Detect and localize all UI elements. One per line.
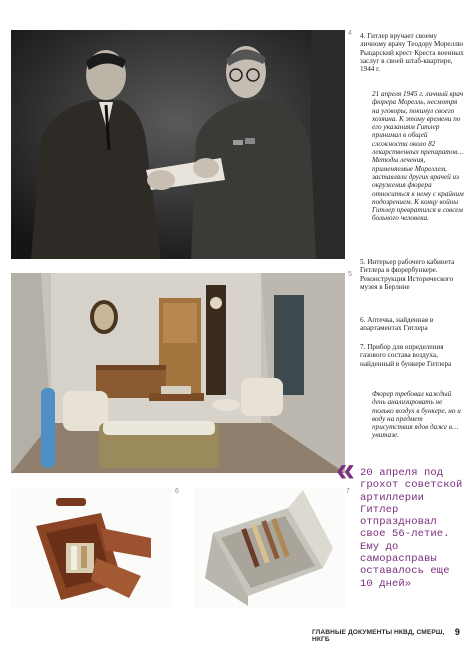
- caption-5-number: 5.: [360, 258, 366, 266]
- caption-7-note: [372, 390, 464, 440]
- caption-4-number: 4.: [360, 32, 366, 40]
- photo-number-6: 6: [175, 488, 179, 495]
- photo-first-aid-kit: [11, 488, 172, 609]
- caption-5: [360, 258, 464, 291]
- caption-4-note-text: 21 апреля 1945 г. личный врач фюрера Морелль, несмотря на уговоры, покинул своего хозяина. К этому времени по его указаниям Гитлер принимал в общей сложности около 82 лекарственных препаратов… Методы лечения, применяемые Мореллем, заставляли других врачей из окружения фюрера относиться к нему с крайним подозрением. К концу войны Гитлер превратился в совсем больного человека.: [372, 90, 464, 223]
- caption-4: [360, 32, 464, 73]
- caption-4-note: [372, 90, 464, 223]
- photo-gas-analyzer: [193, 488, 345, 609]
- page-footer: [240, 627, 464, 643]
- caption-6: [360, 316, 464, 333]
- footer-title: ГЛАВНЫЕ ДОКУМЕНТЫ НКВД, СМЕРШ, НКГБ: [312, 629, 445, 643]
- caption-7-number: 7.: [360, 343, 366, 351]
- caption-4-text: Гитлер вручает своему личному врачу Теодору Мореллю Рыцарский крест Креста военных заслуг в своей штаб-квартире, 1944 г.: [360, 32, 464, 74]
- caption-6-number: 6.: [360, 316, 366, 324]
- quote-mark: «: [336, 451, 355, 489]
- photo-number-5: 5: [348, 271, 352, 278]
- photo-office-interior: [11, 273, 345, 473]
- photo-number-7: 7: [346, 488, 350, 495]
- photo-number-4: 4: [348, 30, 352, 37]
- photo-handshake: [11, 30, 345, 259]
- caption-7-text: Прибор для определения газового состава воздуха, найденный в бункере Гитлера: [360, 343, 452, 368]
- quote-text: 20 апреля под грохот советской артиллерии Гитлер отпраздновал свое 56-летие. Ему до самоpacпpaвы оставалось еще 10 дней»: [360, 467, 463, 590]
- caption-7-note-text: Фюрер требовал каждый день анализировать не только воздух в бункере, но и воду на предмет присутствия ядов даже в… унитазе.: [372, 390, 461, 440]
- caption-5-text: Интерьер рабочего кабинета Гитлера в фюрербункере. Реконструкция Исторического музея в Берлине: [360, 258, 455, 291]
- page-number: 9: [454, 627, 460, 637]
- caption-6-text: Аптечка, найденная в апартаментах Гитлера: [360, 316, 434, 333]
- pull-quote: [336, 451, 464, 615]
- caption-7: [360, 343, 464, 368]
